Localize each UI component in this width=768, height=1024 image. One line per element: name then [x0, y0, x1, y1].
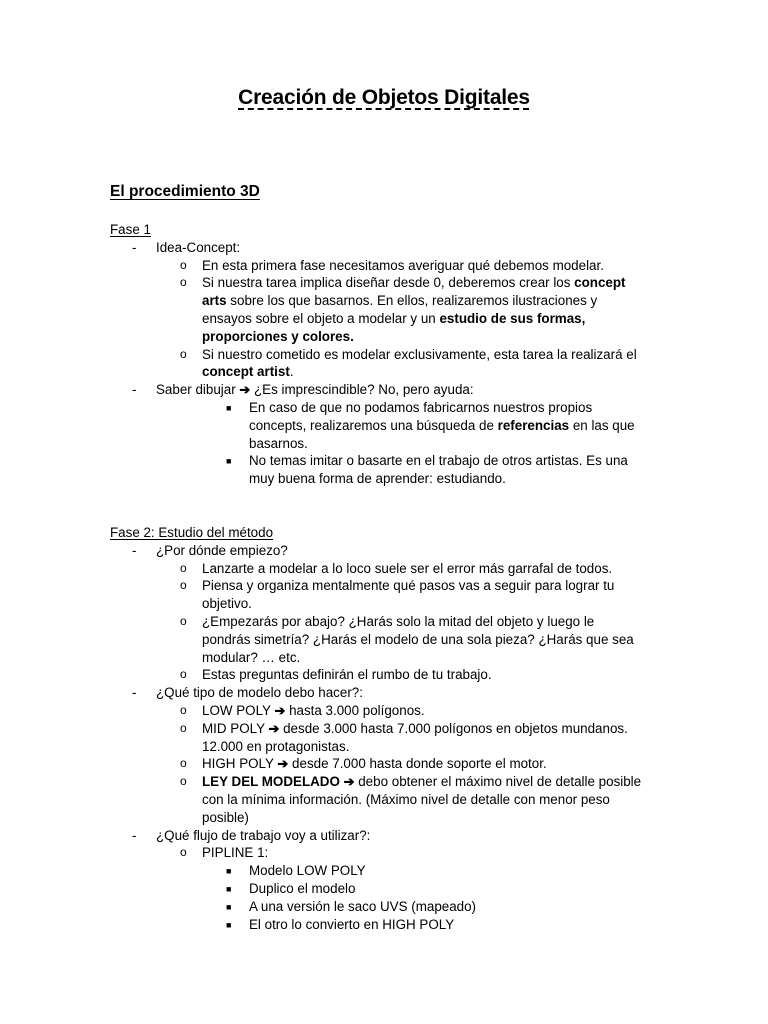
- square-bullet: ■: [226, 919, 232, 930]
- list-item: o Piensa y organiza mentalmente qué pasos vas a seguir para lograr tu: [180, 578, 615, 594]
- list-item: o ¿Empezarás por abajo? ¿Harás solo la mitad del objeto y luego le: [180, 613, 595, 629]
- circle-bullet: o: [180, 275, 187, 290]
- circle-bullet: o: [180, 667, 187, 682]
- square-bullet: ■: [226, 456, 232, 467]
- fase-1-label: Fase 1: [110, 222, 151, 237]
- circle-bullet: o: [180, 702, 187, 717]
- text-line: pondrás simetría? ¿Harás el modelo de una sola pieza? ¿Harás que sea: [202, 631, 634, 647]
- section-heading: El procedimiento 3D: [110, 183, 260, 200]
- arrow-right-icon: ➔: [239, 382, 251, 398]
- text-line: posible): [202, 809, 249, 825]
- arrow-right-icon: ➔: [268, 720, 280, 736]
- text-line: arts sobre los que basarnos. En ellos, realizaremos ilustraciones y: [202, 293, 598, 309]
- list-item: o Si nuestro cometido es modelar exclusivamente, esta tarea la realizará el: [180, 346, 637, 362]
- square-bullet: ■: [226, 866, 232, 877]
- list-item: - ¿Qué tipo de modelo debo hacer?:: [132, 685, 363, 701]
- circle-bullet: o: [180, 774, 187, 789]
- list-item: - Idea-Concept:: [132, 239, 241, 255]
- text-line: basarnos.: [249, 435, 308, 451]
- circle-bullet: o: [180, 756, 187, 771]
- circle-bullet: o: [180, 613, 187, 628]
- list-item: ■ A una versión le saco UVS (mapeado): [0, 898, 768, 916]
- list-item: - Saber dibujar ➔ ¿Es imprescindible? No, pero ayuda:: [132, 382, 474, 398]
- list-item: o MID POLY ➔ desde 3.000 hasta 7.000 polígonos en objetos mundanos.: [180, 720, 628, 736]
- fase-1-block: [0, 221, 768, 488]
- text-line: ensayos sobre el objeto a modelar y un estudio de sus formas,: [202, 310, 586, 326]
- fase-2-label: Fase 2: Estudio del método: [110, 525, 274, 540]
- text-line: proporciones y colores.: [202, 328, 354, 344]
- list-item: o Lanzarte a modelar a lo loco suele ser el error más garrafal de todos.: [180, 560, 613, 576]
- list-item: ■ El otro lo convierto en HIGH POLY: [0, 916, 768, 934]
- text-line: objetivo.: [202, 596, 252, 612]
- text-line: modular? … etc.: [202, 649, 301, 665]
- list-item: - ¿Por dónde empiezo?: [132, 542, 288, 558]
- dash-marker: -: [132, 542, 137, 558]
- square-bullet: ■: [226, 901, 232, 912]
- text-line: con la mínima información. (Máximo nivel de detalle con menor peso: [202, 791, 610, 807]
- list-item: o PIPLINE 1:: [180, 845, 269, 861]
- document-title: Creación de Objetos Digitales: [238, 86, 530, 109]
- circle-bullet: o: [180, 578, 187, 593]
- text-line: concepts, realizaremos una búsqueda de referencias en las que: [249, 417, 635, 433]
- list-item: ■ Duplico el modelo: [0, 880, 768, 898]
- circle-bullet: o: [180, 845, 187, 860]
- circle-bullet: o: [180, 720, 187, 735]
- list-item: o LOW POLY ➔ hasta 3.000 polígonos.: [180, 702, 425, 718]
- list-item: ■ Modelo LOW POLY: [0, 862, 768, 880]
- list-item: - ¿Qué flujo de trabajo voy a utilizar?:: [132, 827, 371, 843]
- dash-marker: -: [132, 382, 137, 398]
- dash-marker: -: [132, 827, 137, 843]
- square-bullet: ■: [226, 402, 232, 413]
- circle-bullet: o: [180, 346, 187, 361]
- list-item: o HIGH POLY ➔ desde 7.000 hasta donde soporte el motor.: [180, 756, 547, 772]
- list-item: o En esta primera fase necesitamos averiguar qué debemos modelar.: [180, 257, 604, 273]
- arrow-right-icon: ➔: [274, 702, 286, 718]
- dash-marker: -: [132, 685, 137, 701]
- text-line: 12.000 en protagonistas.: [202, 738, 350, 754]
- text-line: muy buena forma de aprender: estudiando.: [249, 471, 506, 487]
- dash-marker: -: [132, 239, 137, 255]
- list-item: o Estas preguntas definirán el rumbo de tu trabajo.: [180, 667, 492, 683]
- square-bullet: ■: [226, 883, 232, 894]
- list-item: ■ No temas imitar o basarte en el trabajo de otros artistas. Es una: [0, 452, 768, 470]
- list-item: ■ En caso de que no podamos fabricarnos nuestros propios: [0, 399, 768, 417]
- circle-bullet: o: [180, 257, 187, 272]
- list-item: o Si nuestra tarea implica diseñar desde 0, deberemos crear los concept: [180, 275, 626, 291]
- text-line: concept artist.: [202, 364, 294, 380]
- fase-2-block: [0, 524, 768, 933]
- circle-bullet: o: [180, 560, 187, 575]
- list-item: o LEY DEL MODELADO ➔ debo obtener el máximo nivel de detalle posible: [180, 774, 642, 790]
- arrow-right-icon: ➔: [343, 774, 355, 790]
- arrow-right-icon: ➔: [277, 756, 289, 772]
